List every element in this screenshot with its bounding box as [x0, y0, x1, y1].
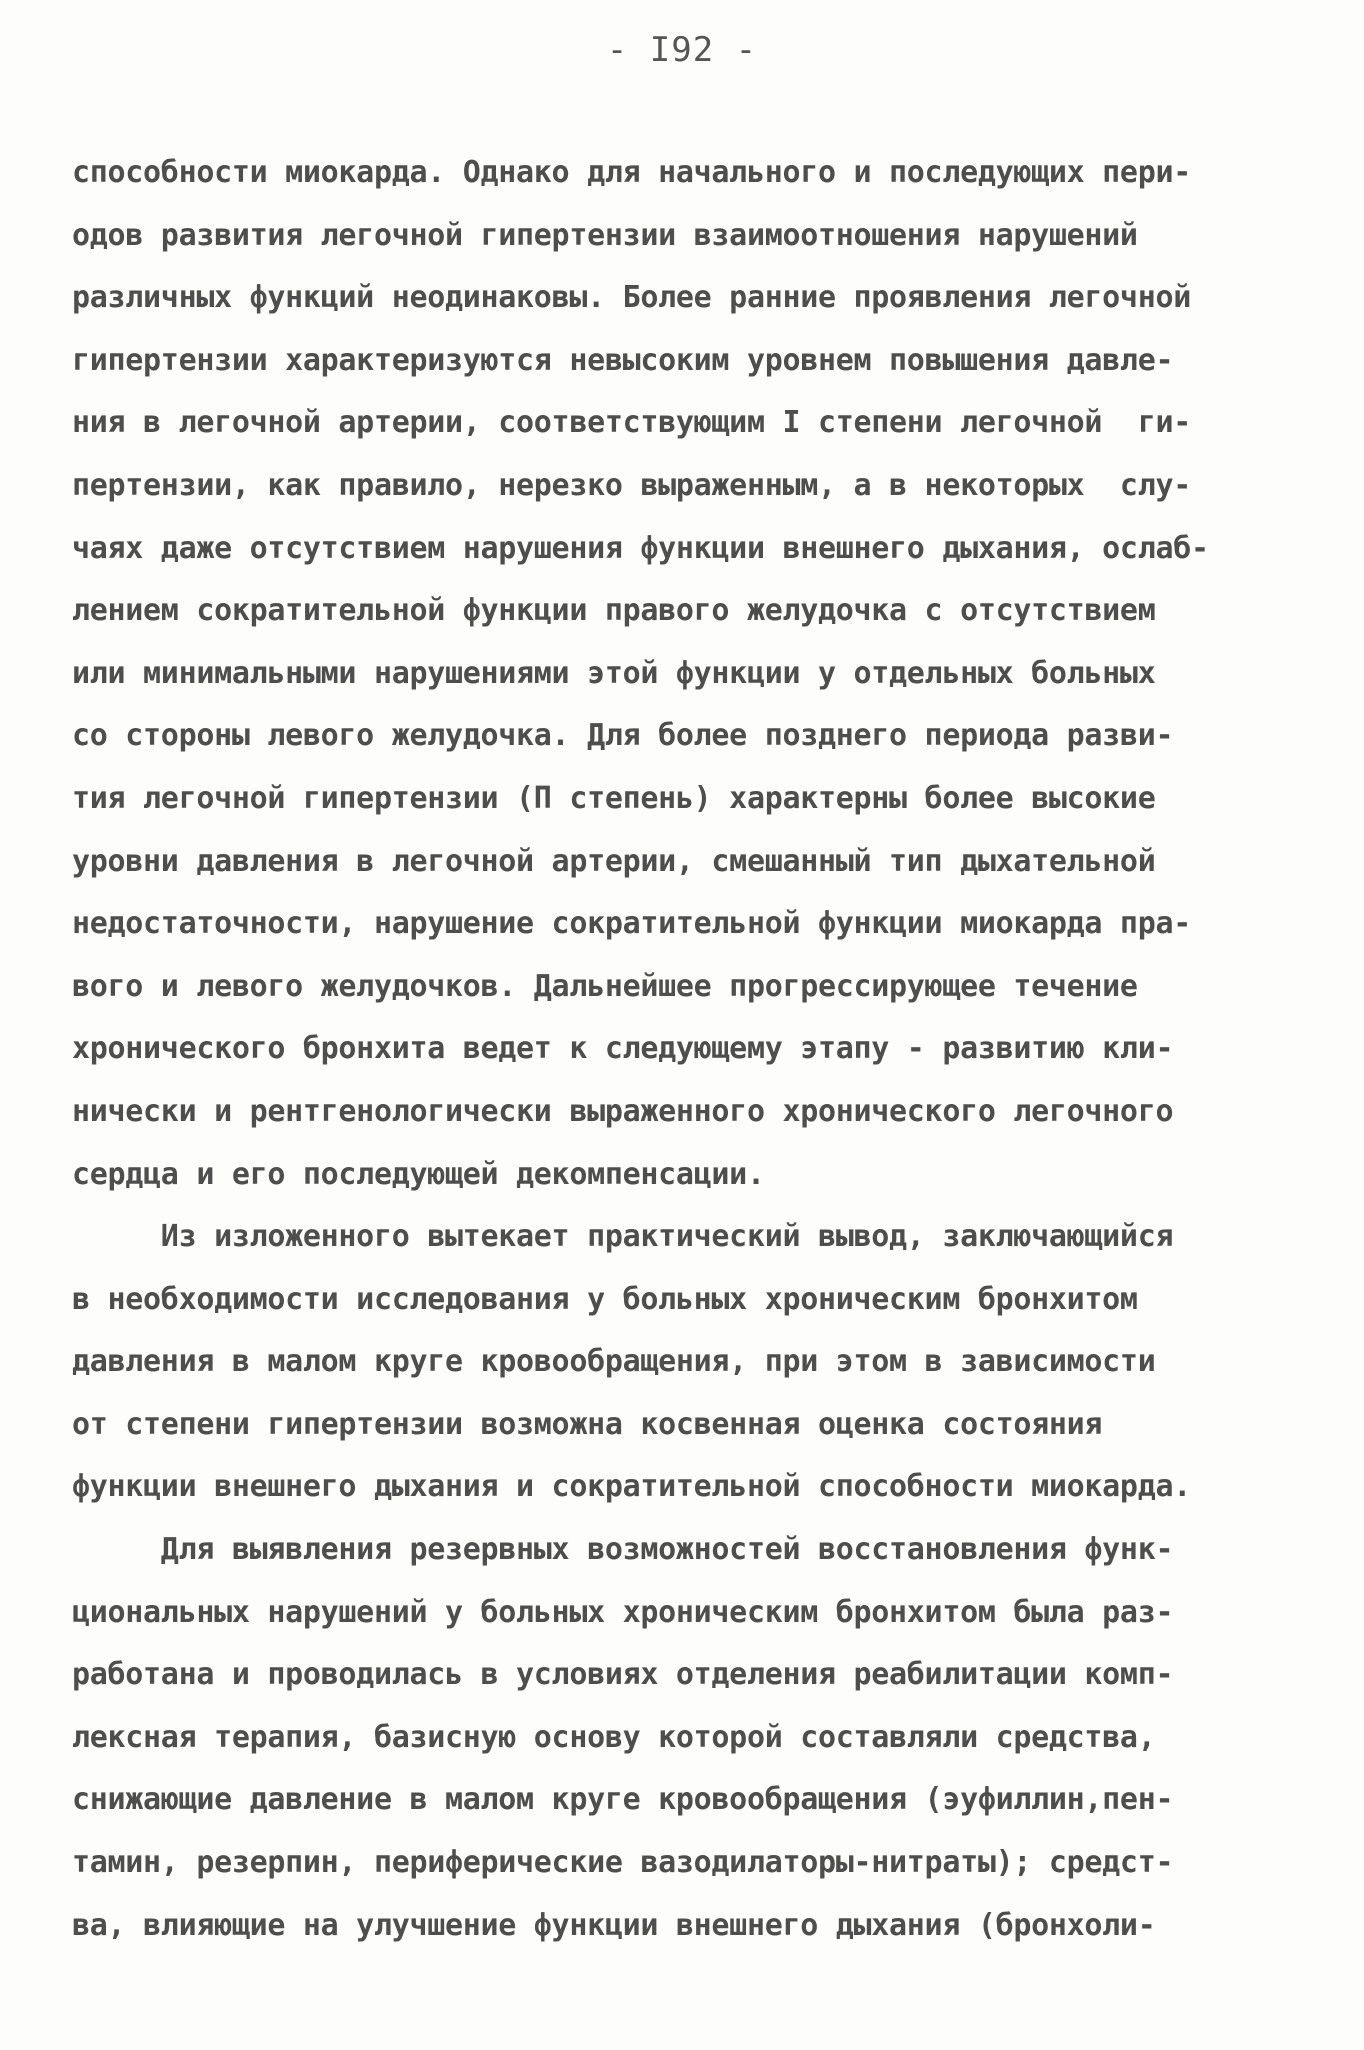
- text-line: от степени гипертензии возможна косвенная оценка состояния: [72, 1406, 1103, 1442]
- text-line: тамин, резерпин, периферические вазодилаторы-нитраты); средст-: [72, 1845, 1174, 1881]
- text-line: лексная терапия, базисную основу которой составляли средства,: [72, 1719, 1156, 1755]
- text-line: лением сократительной функции правого желудочка с отсутствием: [72, 593, 1156, 629]
- text-line: различных функций неодинаковы. Более ранние проявления легочной: [72, 280, 1191, 316]
- text-line: ва, влияющие на улучшение функции внешнего дыхания (бронхоли-: [72, 1907, 1156, 1943]
- text-line: Из изложенного вытекает практический вывод, заключающийся: [72, 1219, 1174, 1255]
- text-line: в необходимости исследования у больных хроническим бронхитом: [72, 1281, 1138, 1317]
- text-line: способности миокарда. Однако для начального и последующих пери-: [72, 155, 1191, 190]
- text-line: функции внешнего дыхания и сократительной способности миокарда.: [72, 1469, 1191, 1505]
- text-line: со стороны левого желудочка. Для более позднего периода разви-: [72, 718, 1174, 754]
- text-line: нически и рентгенологически выраженного хронического легочного: [72, 1093, 1174, 1129]
- text-line: недостаточности, нарушение сократительной функции миокарда пра-: [72, 906, 1191, 942]
- text-line: тия легочной гипертензии (П степень) характерны более высокие: [72, 780, 1156, 816]
- text-line: циональных нарушений у больных хроническим бронхитом была раз-: [72, 1594, 1174, 1630]
- text-line: гипертензии характеризуются невысоким уровнем повышения давле-: [72, 342, 1174, 378]
- text-line: сердца и его последующей декомпенсации.: [72, 1156, 765, 1192]
- text-line: хронического бронхита ведет к следующему этапу - развитию кли-: [72, 1031, 1174, 1067]
- text-line: или минимальными нарушениями этой функции у отдельных больных: [72, 655, 1156, 691]
- text-line: Для выявления резервных возможностей восстановления функ-: [72, 1532, 1174, 1568]
- text-line: пертензии, как правило, нерезко выраженным, а в некоторых слу-: [72, 467, 1191, 503]
- body-text: [72, 142, 1322, 1957]
- text-line: вого и левого желудочков. Дальнейшее прогрессирующее течение: [72, 968, 1138, 1004]
- text-line: снижающие давление в малом круге кровообращения (эуфиллин,пен-: [72, 1782, 1174, 1818]
- text-line: ния в легочной артерии, соответствующим I степени легочной ги-: [72, 405, 1191, 441]
- text-line: давления в малом круге кровообращения, при этом в зависимости: [72, 1344, 1156, 1380]
- text-line: одов развития легочной гипертензии взаимоотношения нарушений: [72, 217, 1138, 253]
- text-line: уровни давления в легочной артерии, смешанный тип дыхательной: [72, 843, 1156, 879]
- text-line: чаях даже отсутствием нарушения функции внешнего дыхания, ослаб-: [72, 530, 1209, 566]
- text-line: работана и проводилась в условиях отделения реабилитации комп-: [72, 1657, 1174, 1693]
- page-number: - I92 -: [606, 30, 758, 70]
